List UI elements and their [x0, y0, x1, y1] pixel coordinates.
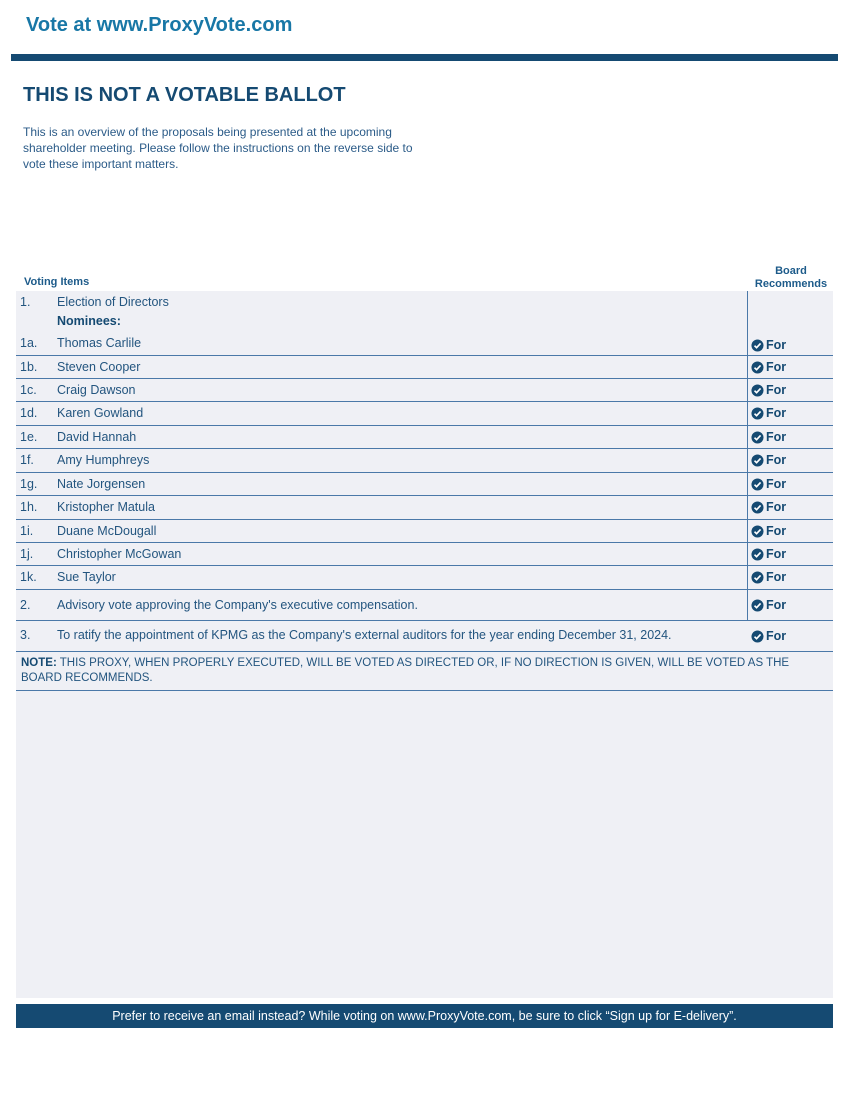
- recommendation: [751, 547, 786, 561]
- recommendation-label: For: [766, 383, 787, 397]
- nominee-name: David Hannah: [57, 430, 137, 444]
- recommendation-label: For: [766, 524, 787, 538]
- nominee-number: 1b.: [20, 360, 38, 374]
- proposal-1-number: 1.: [20, 295, 31, 309]
- table-row: [16, 333, 833, 356]
- column-divider: [747, 291, 748, 621]
- table-row: [16, 356, 833, 379]
- check-circle-icon: [751, 630, 764, 643]
- nominee-number: 1c.: [20, 383, 37, 397]
- check-circle-icon: [751, 339, 764, 352]
- nominee-number: 1j.: [20, 547, 34, 561]
- recommendation: [751, 477, 786, 491]
- recommendation-label: For: [766, 598, 787, 612]
- proposal-1-text: Election of Directors: [57, 295, 169, 309]
- nominee-number: 1h.: [20, 500, 38, 514]
- nominee-number: 1a.: [20, 336, 38, 350]
- nominee-number: 1e.: [20, 430, 38, 444]
- note-text: THIS PROXY, WHEN PROPERLY EXECUTED, WILL BE VOTED AS DIRECTED OR, IF NO DIRECTION IS GIVEN, WILL BE VOTED AS THE BOARD RECOMMENDS.: [21, 657, 790, 684]
- table-row: [16, 520, 833, 543]
- check-circle-icon: [751, 525, 764, 538]
- nominee-number: 1f.: [20, 453, 34, 467]
- proposal-text: To ratify the appointment of KPMG as the Company's external auditors for the year ending December 31, 2024.: [57, 628, 672, 642]
- table-row: [16, 473, 833, 496]
- check-circle-icon: [751, 478, 764, 491]
- check-circle-icon: [751, 454, 764, 467]
- check-circle-icon: [751, 431, 764, 444]
- table-row: [16, 496, 833, 520]
- recommendation-label: For: [766, 629, 787, 643]
- board-recommends-line1: Board: [775, 265, 807, 277]
- nominee-name: Sue Taylor: [57, 570, 116, 584]
- proxyvote-site-header: Vote at www.ProxyVote.com: [26, 14, 293, 36]
- nominee-name: Steven Cooper: [57, 360, 141, 374]
- recommendation: [751, 629, 786, 643]
- nominee-name: Thomas Carlile: [57, 336, 142, 350]
- nominee-name: Kristopher Matula: [57, 500, 155, 514]
- recommendation-label: For: [766, 547, 787, 561]
- recommendation-label: For: [766, 406, 787, 420]
- proposal-number: 2.: [20, 598, 31, 612]
- recommendation: [751, 430, 786, 444]
- page-title: THIS IS NOT A VOTABLE BALLOT: [23, 84, 346, 106]
- check-circle-icon: [751, 384, 764, 397]
- recommendation: [751, 570, 786, 584]
- check-circle-icon: [751, 407, 764, 420]
- check-circle-icon: [751, 501, 764, 514]
- table-row: [16, 621, 833, 652]
- table-row: [16, 402, 833, 426]
- header-rule: [11, 54, 838, 61]
- nominee-number: 1d.: [20, 406, 38, 420]
- voting-items-header: Voting Items: [24, 276, 90, 288]
- table-row: [16, 449, 833, 473]
- nominee-number: 1k.: [20, 570, 37, 584]
- recommendation: [751, 524, 786, 538]
- recommendation: [751, 406, 786, 420]
- note-label: NOTE:: [21, 657, 57, 669]
- proposal-number: 3.: [20, 628, 31, 642]
- recommendation-label: For: [766, 338, 787, 352]
- intro-text: This is an overview of the proposals being presented at the upcoming shareholder meeting. Please follow the instructions on the reverse side to vote these important matters.: [23, 125, 413, 171]
- recommendation: [751, 598, 786, 612]
- nominee-name: Nate Jorgensen: [57, 477, 146, 491]
- table-row: [16, 379, 833, 402]
- table-row: [16, 566, 833, 590]
- check-circle-icon: [751, 361, 764, 374]
- recommendation: [751, 383, 786, 397]
- recommendation-label: For: [766, 360, 787, 374]
- nominee-name: Duane McDougall: [57, 524, 157, 538]
- table-row: [16, 543, 833, 566]
- nominee-name: Amy Humphreys: [57, 453, 150, 467]
- recommendation-label: For: [766, 477, 787, 491]
- check-circle-icon: [751, 571, 764, 584]
- recommendation: [751, 338, 786, 352]
- proposal-text: Advisory vote approving the Company's executive compensation.: [57, 598, 418, 612]
- nominee-name: Craig Dawson: [57, 383, 136, 397]
- recommendation: [751, 360, 786, 374]
- nominee-name: Karen Gowland: [57, 406, 144, 420]
- nominee-name: Christopher McGowan: [57, 547, 182, 561]
- nominee-number: 1g.: [20, 477, 38, 491]
- recommendation-label: For: [766, 453, 787, 467]
- table-row: [16, 590, 833, 621]
- recommendation-label: For: [766, 500, 787, 514]
- board-recommends-header: [748, 265, 834, 291]
- board-recommends-line2: Recommends: [754, 278, 828, 290]
- recommendation-label: For: [766, 570, 787, 584]
- table-row: [16, 426, 833, 449]
- nominees-label: Nominees:: [57, 314, 121, 328]
- check-circle-icon: [751, 599, 764, 612]
- note-divider: [16, 690, 833, 691]
- check-circle-icon: [751, 548, 764, 561]
- recommendation: [751, 453, 786, 467]
- recommendation-label: For: [766, 430, 787, 444]
- nominee-number: 1i.: [20, 524, 34, 538]
- recommendation: [751, 500, 786, 514]
- proxy-note: [21, 656, 821, 686]
- edelivery-footer-banner: Prefer to receive an email instead? While voting on www.ProxyVote.com, be sure to click “Sign up for E-delivery”.: [16, 1004, 833, 1028]
